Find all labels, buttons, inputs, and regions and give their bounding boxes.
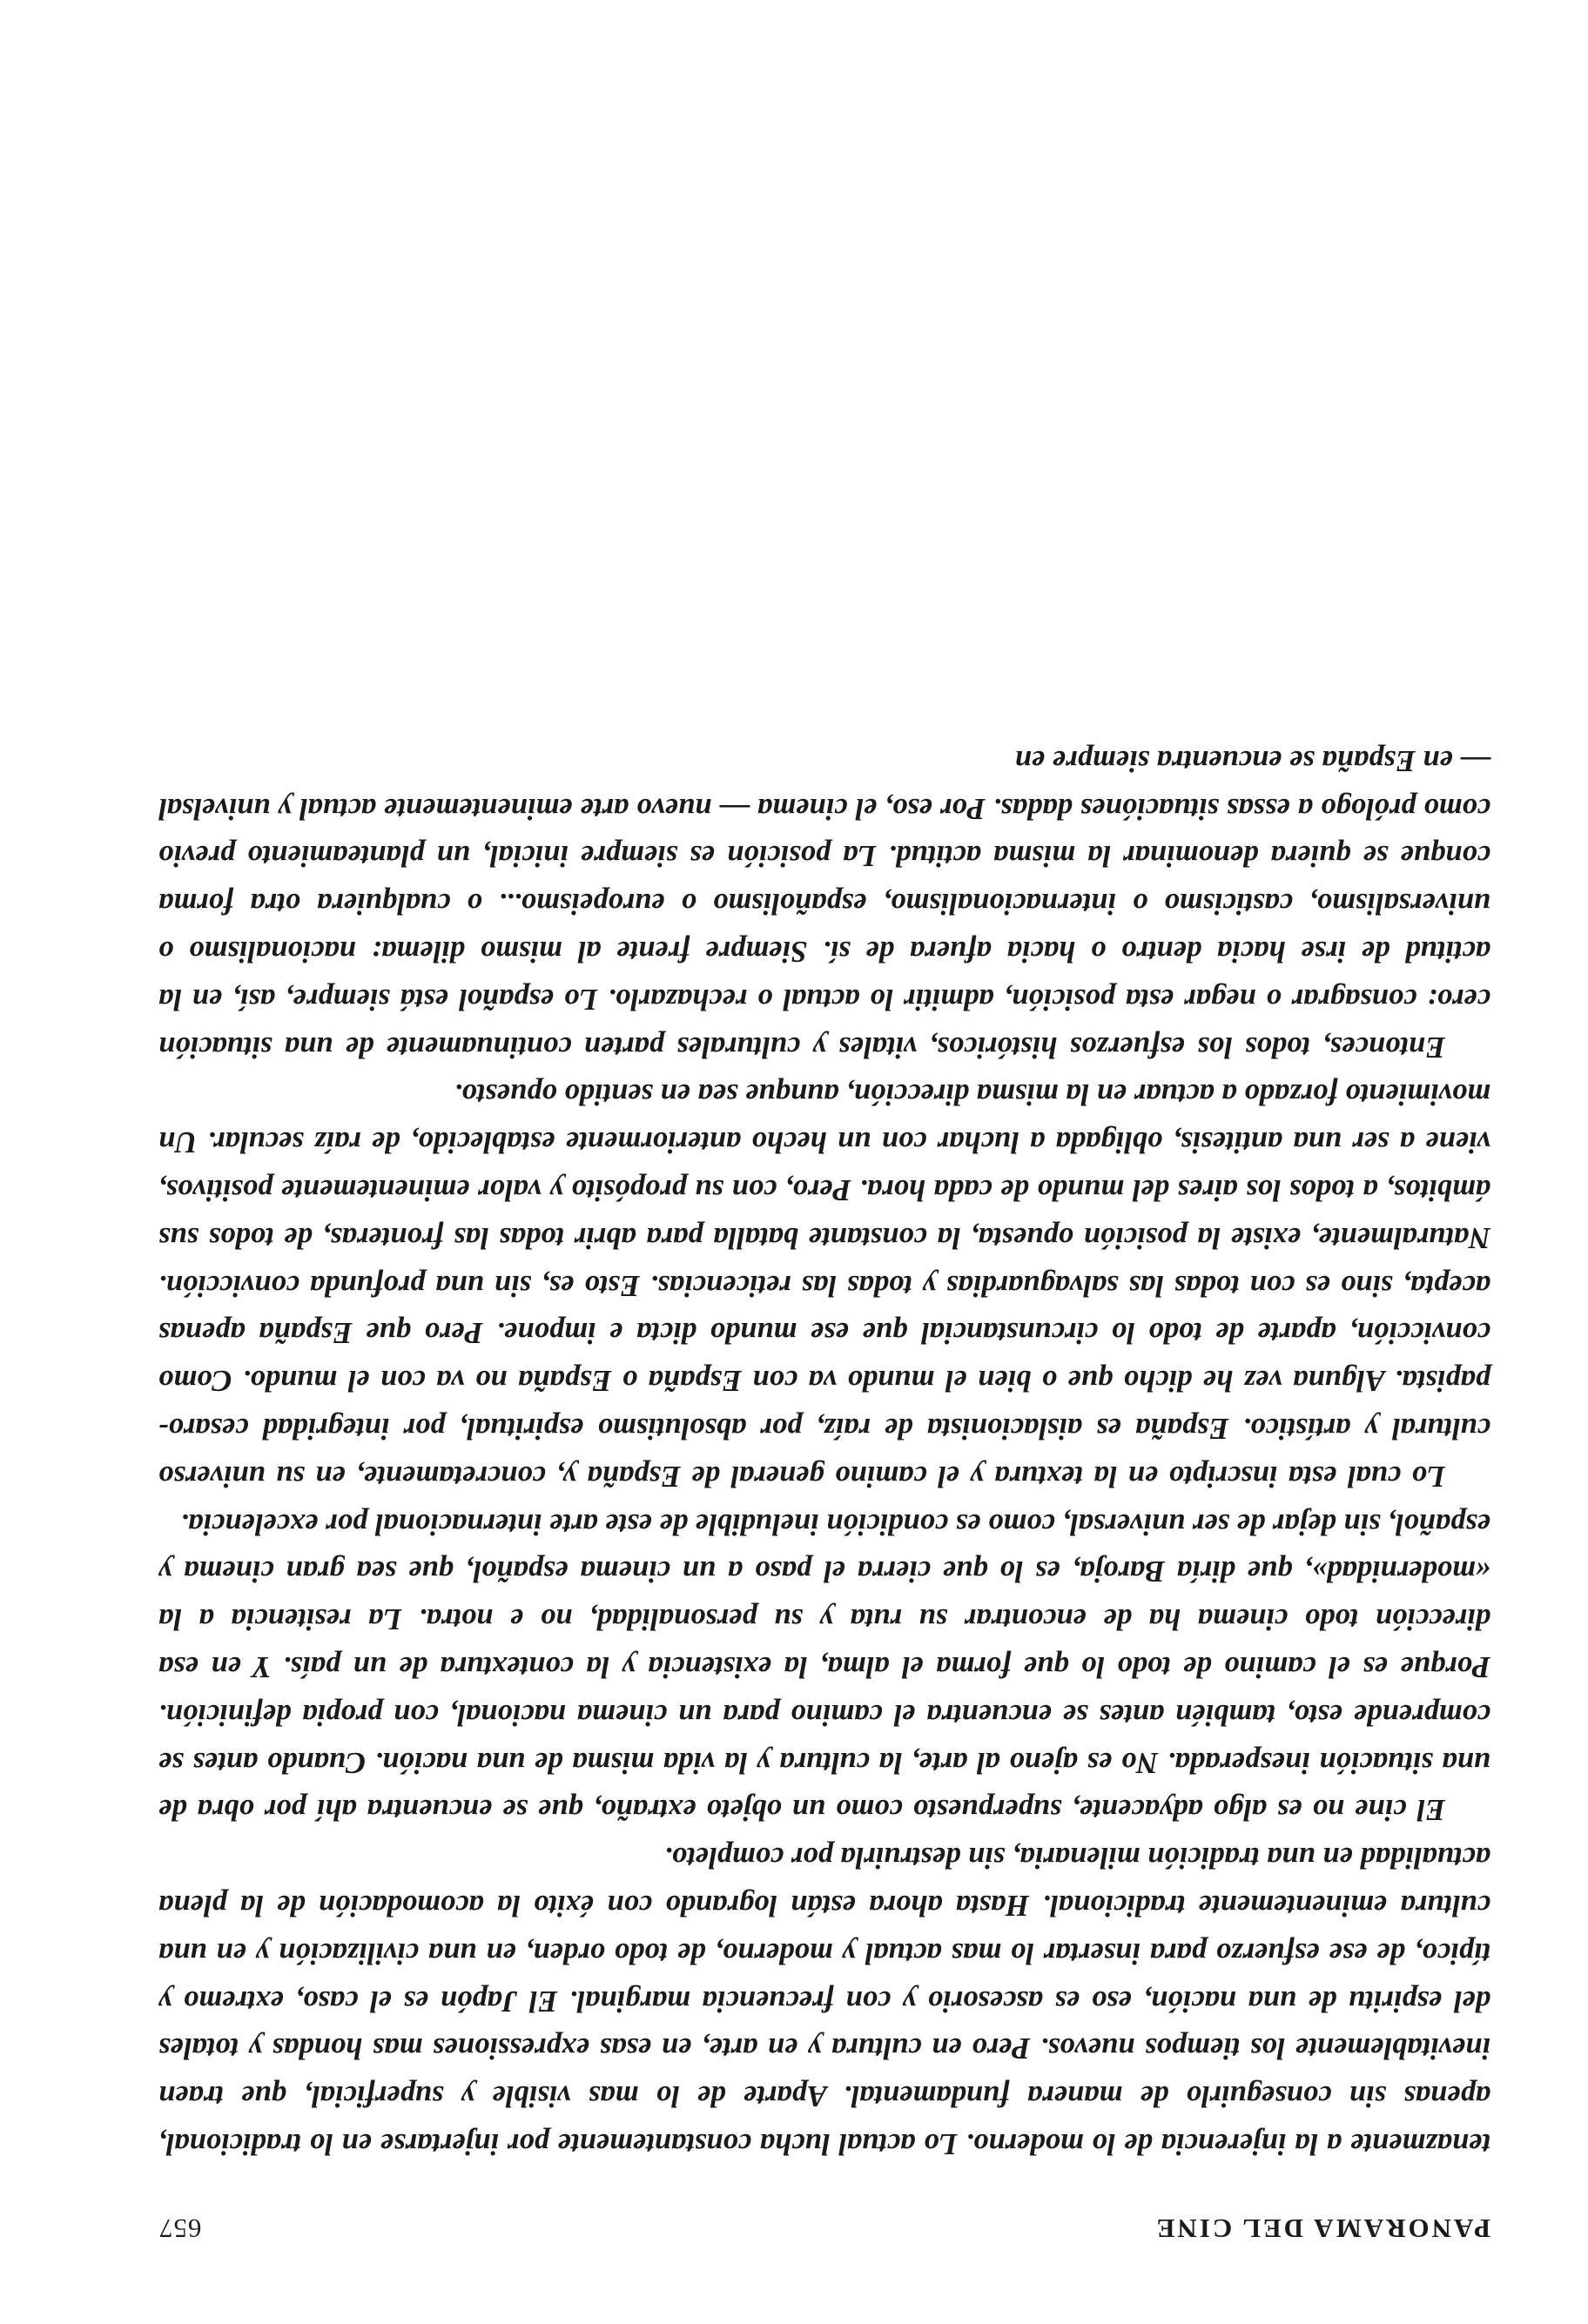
running-title: PANORAMA DEL CINE (1154, 2213, 1490, 2244)
page-number: 657 (158, 2213, 202, 2244)
body-text (158, 736, 1490, 2167)
paragraph: Lo cual esta inscripto en la textura y el camino general de España y, concretamente, en su universo cultural y artístico. España es aislacionista de raíz, por absolutismo espiritual, por integridad cesaro-papista. Alguna vez he dicho que o bien el mundo va con España o España no va con el mundo. Como convicción, aparte de todo lo circunstancial que ese mundo dicta e impone. Pero que España apenas acepta, sino es con todas las salvaguardias y todas las reticencias. Esto es, sin una profunda convicción. Naturalmente, existe la posición opuesta, la constante batalla para abrir todas las fronteras, de todos sus ámbitos, a todos los aires del mundo de cada hora. Pero, con su propósito y valor eminentemente positivos, viene a ser una antitesis, obligada a luchar con un hecho anteriormente establecido, de raíz secular. Un movimiento forzado a actuar en la misma dirección, aunque sea en sentido opuesto. (158, 1078, 1490, 1493)
paragraph: Entonces, todos los esfuerzos históricos, vitales y culturales parten continuamente de una situación cero: consagrar o negar esta posición, admitir lo actual o rechazarlo. Lo español está siempre, así, en la actitud de irse hacia dentro o hacia afuera de sí. Siempre frente al mismo dilema: nacionalismo o universalismo, casticismo o internacionalismo, españolismo o europeismo... o cualquiera otra forma conque se quiera denominar la misma actitud. La posición es siempre inicial, un planteamiento previo como prólogo a essas situaciónes dadas. Por eso, el cinema — nuevo arte eminentemente actual y univelsal — en España se encuentra siempre en (158, 743, 1490, 1064)
paragraph: El cine no es algo adyacente, superpuesto como un objeto extraño, que se encuentra ahí por obra de una situación inesperada. No es ajeno al arte, la cultura y la vida misma de una nación. Cuando antes se comprende esto, también antes se encuentra el camino para un cinema nacional, con propia definición. Porque es el camino de todo lo que forma el alma, la existencia y la contextura de un país. Y en esa dirección todo cinema ha de encontrar su ruta y su personalidad, no e notra. La resitencia a la «modernidad», que diría Baroja, es lo que cierra el paso a un cinema español, que sea gran cinema y español, sin dejar de ser universal, como es condición ineludible de este arte internacional por excelencia. (158, 1507, 1490, 1827)
paragraph: tenazmente a la injerencia de lo moderno. Lo actual lucha constantemente por injertarse en lo tradicional, apenas sin conseguirlo de manera fundamental. Aparte de lo mas visible y superficial, que traen inevitablemente los tiempos nuevos. Pero en cultura y en arte, en esas expressiones mas hondas y totales del espiritu de una nación, eso es ascesorio y con frecuencia marginal. El Japón es el caso, extremo y típico, de ese esfuerzo para insertar lo mas actual y moderno, de todo orden, en una civilización y en una cultura eminentemente tradicional. Hasta ahora están logrando con éxito la acomodación de la plena actualidad en una tradición milenaria, sin destruirla por completo. (158, 1841, 1490, 2160)
running-header (158, 2213, 1490, 2244)
